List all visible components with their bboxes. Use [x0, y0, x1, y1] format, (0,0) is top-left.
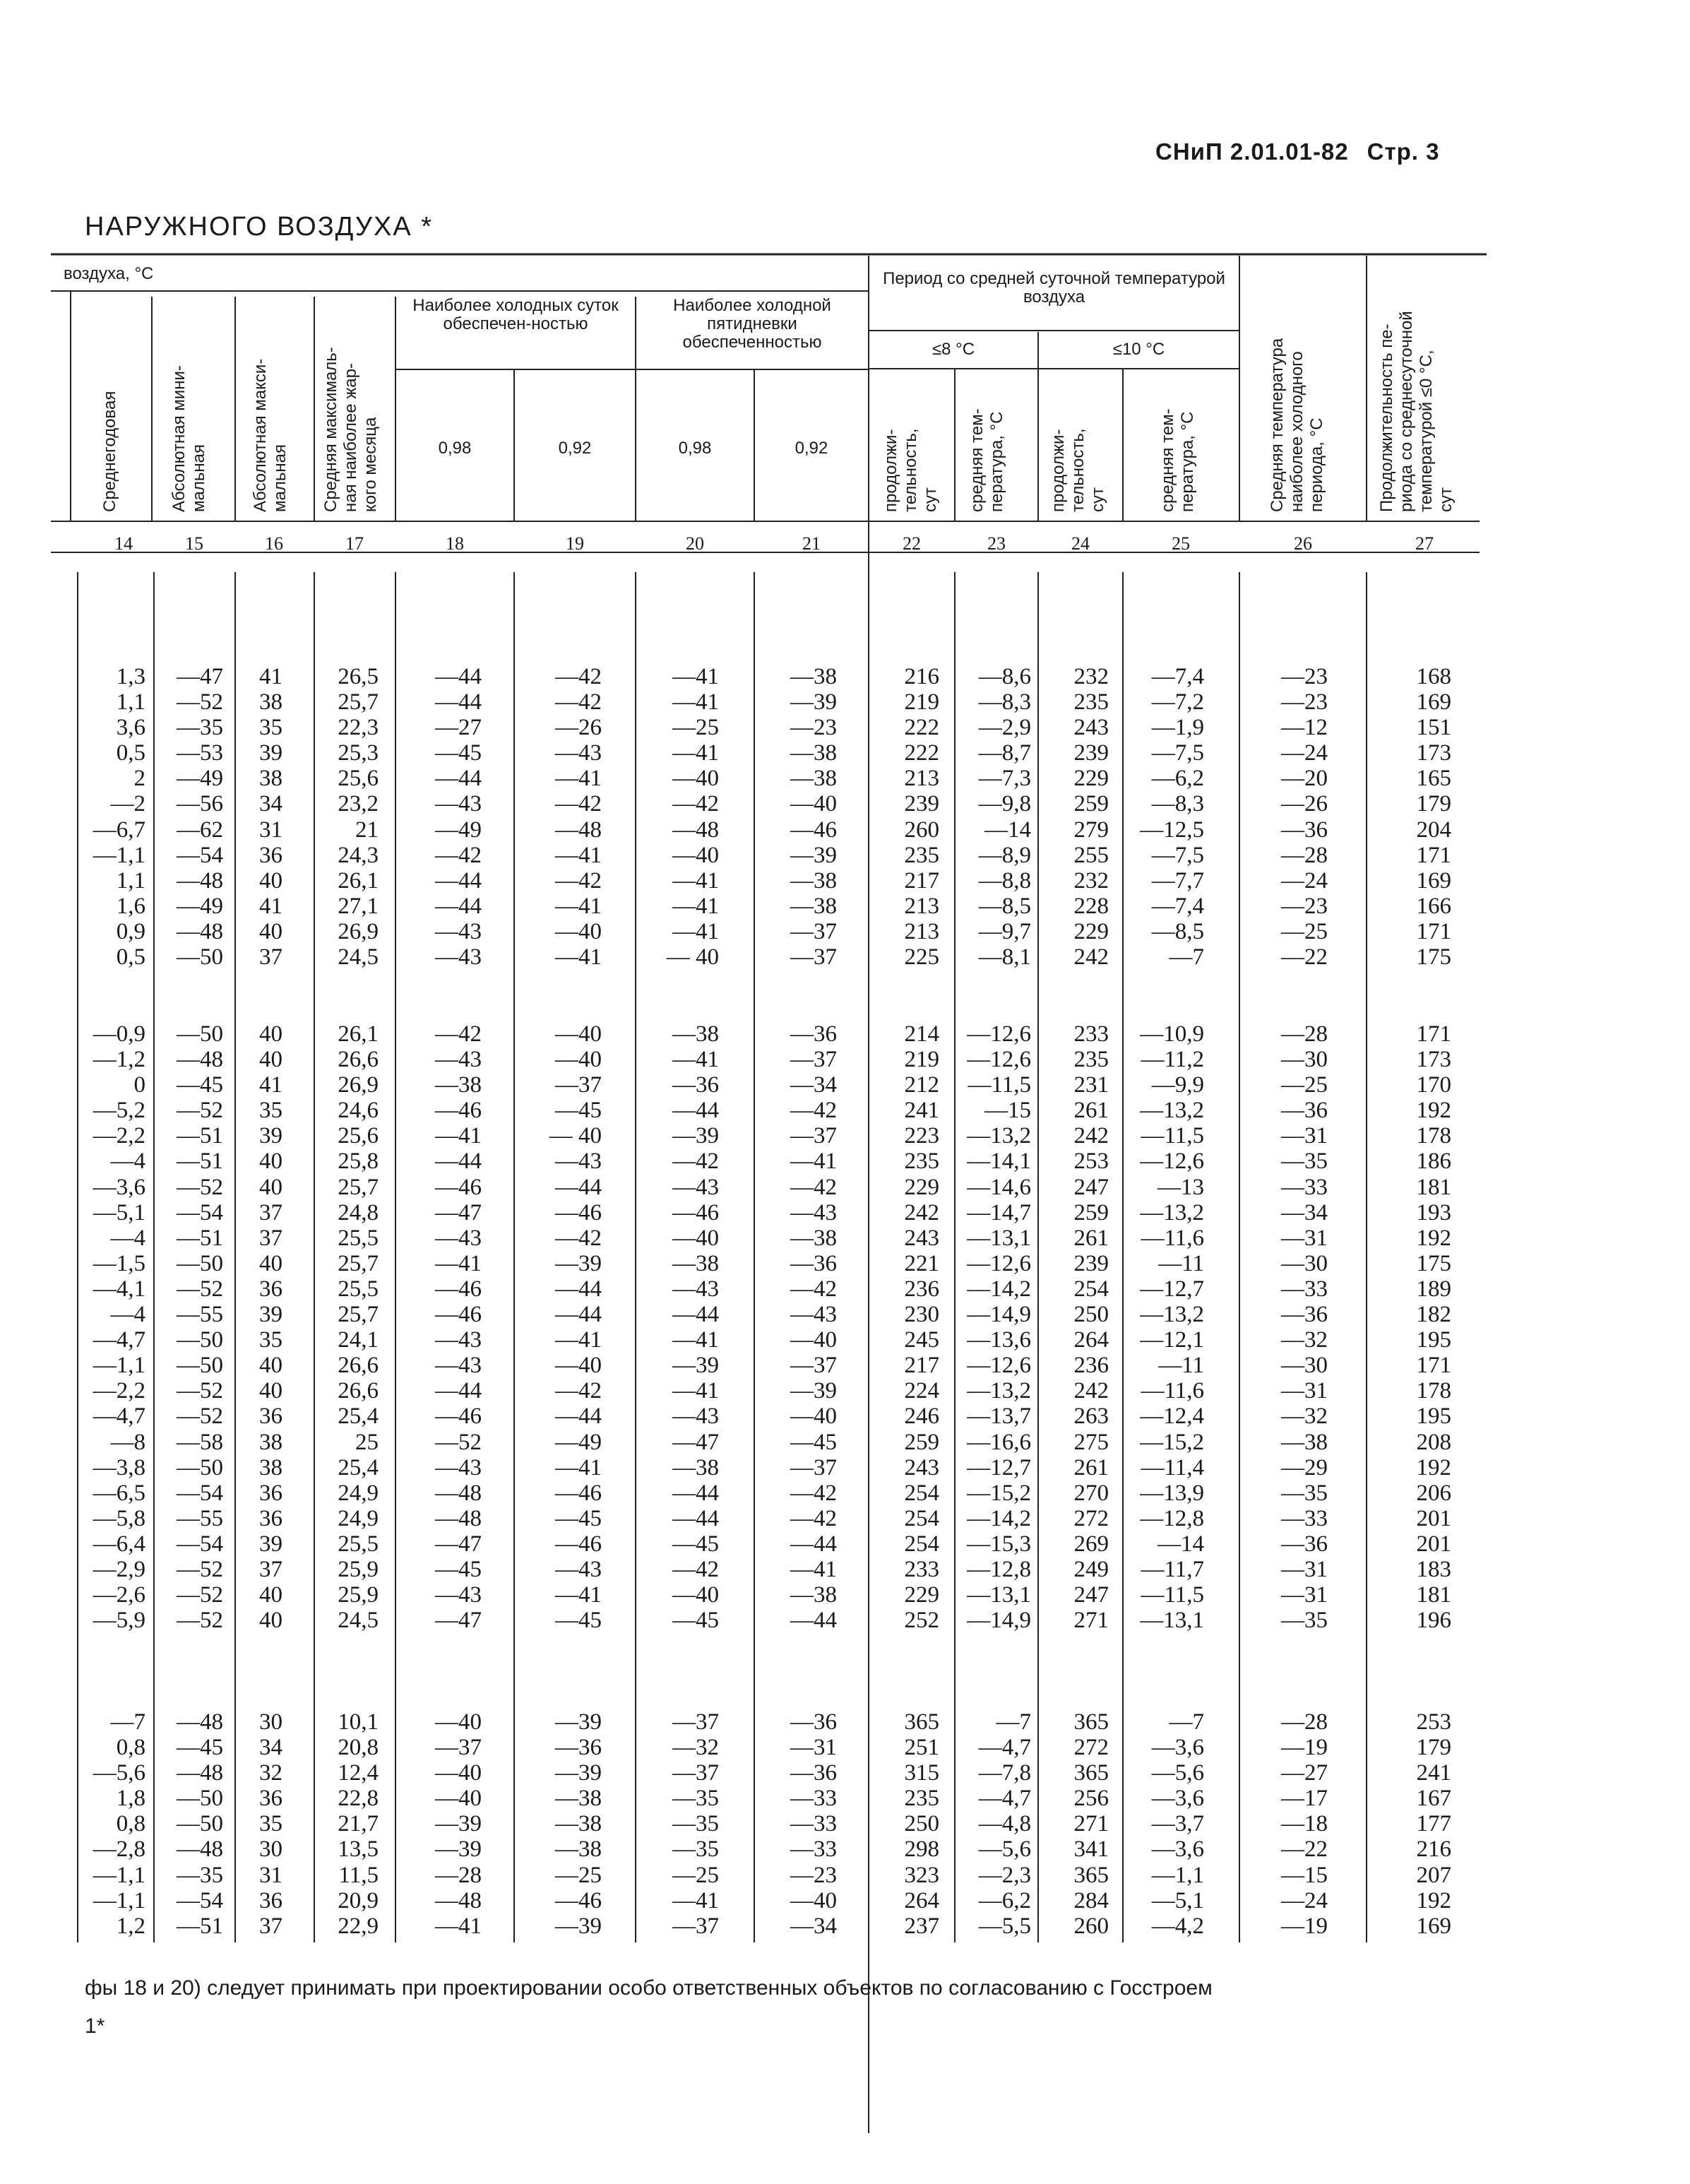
col-number: 22: [903, 533, 921, 554]
table-column-cells: —0,9 —1,2 0 —5,2 —2,2 —4 —3,6 —5,1 —4 —1,5 —4,1 —4 —4,7 —1,1 —2,2 —4,7 —8 —3,8 —6,5 —5,8 —6,4 —2,9 —2,6 —5,9: [93, 1021, 145, 1634]
col-number: 23: [987, 533, 1006, 554]
table-column-cells: —7 —4,7 —7,8 —4,7 —4,8 —5,6 —2,3 —6,2 —5,5: [978, 1709, 1031, 1939]
group-cold-days-label: Наиболее холодных суток обеспечен-ностью: [412, 296, 619, 333]
table-column-cells: —41 —41 —25 —41 —40 —42 —48 —40 —41 —41 —41 — 40: [666, 664, 719, 971]
table-column-cells: 1,3 1,1 3,6 0,5 2 —2 —6,7 —1,1 1,1 1,6 0,9 0,5: [93, 664, 145, 971]
table-column-cells: —40 —40 —37 —45 — 40 —43 —44 —46 —42 —39 —44 —44 —41 —40 —42 —44 —49 —41 —46 —45 —46 —43 —41 —45: [549, 1021, 602, 1634]
col-number: 15: [185, 533, 203, 554]
table-column-cells: 216 219 222 222 213 239 260 235 217 213 213 225: [904, 664, 939, 971]
col-14-label: Среднегодовая: [100, 391, 119, 512]
col-25-label: средняя тем- пература, °С: [1158, 408, 1197, 512]
table-column-cells: —48 —45 —48 —50 —50 —48 —35 —54 —51: [177, 1709, 223, 1939]
table-column-cells: —12,6 —12,6 —11,5 —15 —13,2 —14,1 —14,6 —14,7 —13,1 —12,6 —14,2 —14,9 —13,6 —12,6 —13,2 —13,7 —16,6 —12,7 —15,2 —14,2 —15,3 —12,8 —13,1 —14,9: [967, 1021, 1031, 1634]
table-column-cells: —8,6 —8,3 —2,9 —8,7 —7,3 —9,8 —14 —8,9 —8,8 —8,5 —9,7 —8,1: [978, 664, 1031, 971]
col-number: 20: [686, 533, 704, 554]
page-title: НАРУЖНОГО ВОЗДУХА *: [85, 212, 434, 242]
table-column-cells: 214 219 212 241 223 235 229 242 243 221 236 230 245 217 224 246 259 243 254 254 254 233 229 252: [904, 1021, 939, 1634]
table-column-cells: 168 169 151 173 165 179 204 171 169 166 171 175: [1416, 664, 1451, 971]
table-column-cells: 365 272 365 256 271 341 365 284 260: [1073, 1709, 1109, 1939]
table-column-cells: —42 —42 —26 —43 —41 —42 —48 —41 —42 —41 —40 —41: [555, 664, 602, 971]
table-column-cells: —7,4 —7,2 —1,9 —7,5 —6,2 —8,3 —12,5 —7,5 —7,7 —7,4 —8,5 —7: [1140, 664, 1204, 971]
table-column-cells: —28 —19 —27 —17 —18 —22 —15 —24 —19: [1281, 1709, 1328, 1939]
table-column-cells: —7 —3,6 —5,6 —3,6 —3,7 —3,6 —1,1 —5,1 —4,2: [1151, 1709, 1204, 1939]
table-column-cells: —44 —44 —27 —45 —44 —43 —49 —42 —44 —44 —43 —43: [435, 664, 482, 971]
sub-le8-label: ≤8 °С: [932, 340, 975, 359]
table-column-cells: —7 0,8 —5,6 1,8 0,8 —2,8 —1,1 —1,1 1,2: [93, 1709, 145, 1939]
table-column-cells: —47 —52 —35 —53 —49 —56 —62 —54 —48 —49 —48 —50: [177, 664, 223, 971]
footnote-text: фы 18 и 20) следует принимать при проектировании особо ответственных объектов по согласованию с Госстроем: [85, 1976, 1213, 2000]
table-column-cells: —38 —39 —23 —38 —38 —40 —46 —39 —38 —38 —37 —37: [790, 664, 837, 971]
prob-20: 0,98: [678, 439, 712, 458]
col-17-label: Средняя максималь- ная наиболее жар- кого месяца: [321, 347, 380, 512]
table-column-cells: —39 —36 —39 —38 —38 —38 —25 —46 —39: [555, 1709, 602, 1939]
table-column-cells: —50 —48 —45 —52 —51 —51 —52 —54 —51 —50 —52 —55 —50 —50 —52 —52 —58 —50 —54 —55 —54 —52 —52 —52: [177, 1021, 223, 1634]
col-number: 25: [1172, 533, 1190, 554]
col-15-label: Абсолютная мини- мальная: [169, 365, 208, 512]
table-column-cells: 365 251 315 235 250 298 323 264 237: [904, 1709, 939, 1939]
table-column-cells: —42 —43 —38 —46 —41 —44 —46 —47 —43 —41 —46 —46 —43 —43 —44 —46 —52 —43 —48 —48 —47 —45 —43 —47: [435, 1021, 482, 1634]
table-column-cells: 41 38 35 39 38 34 31 36 40 41 40 37: [259, 664, 282, 971]
table-column-cells: 233 235 231 261 242 253 247 259 261 239 254 250 264 236 242 263 275 261 270 272 269 249 247 271: [1073, 1021, 1109, 1634]
col-23-label: средняя тем- пература, °С: [968, 408, 1006, 512]
table-column-cells: —40 —37 —40 —40 —39 —39 —28 —48 —41: [435, 1709, 482, 1939]
col-number: 18: [446, 533, 464, 554]
col-number: 14: [114, 533, 133, 554]
table-column-cells: 10,1 20,8 12,4 22,8 21,7 13,5 11,5 20,9 22,9: [338, 1709, 379, 1939]
prob-19: 0,92: [558, 439, 592, 458]
table-column-cells: —37 —32 —37 —35 —35 —35 —25 —41 —37: [672, 1709, 719, 1939]
table-column-cells: 171 173 170 192 178 186 181 193 192 175 189 182 195 171 178 195 208 192 206 201 201 183 181 196: [1416, 1021, 1451, 1634]
table-column-cells: —23 —23 —12 —24 —20 —26 —36 —28 —24 —23 —25 —22: [1281, 664, 1328, 971]
table-column-cells: —28 —30 —25 —36 —31 —35 —33 —34 —31 —30 —33 —36 —32 —30 —31 —32 —38 —29 —35 —33 —36 —31 —31 —35: [1281, 1021, 1328, 1634]
col-27-label: Продолжительность пе- риода со среднесуточной температурой ≤0 °С, сут: [1377, 311, 1456, 512]
col-number: 26: [1294, 533, 1312, 554]
prob-18: 0,98: [438, 439, 472, 458]
table-column-cells: —36 —37 —34 —42 —37 —41 —42 —43 —38 —36 —42 —43 —40 —37 —39 —40 —45 —37 —42 —42 —44 —41 —38 —44: [790, 1021, 837, 1634]
table-column-cells: 26,1 26,6 26,9 24,6 25,6 25,8 25,7 24,8 25,5 25,7 25,5 25,7 24,1 26,6 26,6 25,4 25 25,4 24,9 24,9 25,5 25,9 25,9 24,5: [338, 1021, 379, 1634]
col-number: 27: [1415, 533, 1434, 554]
table-column-cells: —38 —41 —36 —44 —39 —42 —43 —46 —40 —38 —43 —44 —41 —39 —41 —43 —47 —38 —44 —44 —45 —42 —40 —45: [672, 1021, 719, 1634]
footnote-ref: 1*: [85, 2014, 105, 2038]
col-number: 24: [1071, 533, 1090, 554]
table-column-cells: 40 40 41 35 39 40 40 37 37 40 36 39 35 40 40 36 38 38 36 36 39 37 40 40: [259, 1021, 282, 1634]
table-column-cells: 253 179 241 167 177 216 207 192 169: [1416, 1709, 1451, 1939]
col-16-label: Абсолютная макси- мальная: [251, 358, 290, 512]
doc-code: СНиП 2.01.01-82: [1155, 138, 1349, 165]
group-cold5-label: Наиболее холодной пятидневки обеспеченностью: [673, 296, 831, 352]
table-column-cells: 232 235 243 239 229 259 279 255 232 228 229 242: [1073, 664, 1109, 971]
col-22-label: продолжи- тельность, сут: [881, 428, 940, 512]
table-column-cells: 30 34 32 36 35 30 31 36 37: [259, 1709, 282, 1939]
prob-21: 0,92: [795, 439, 828, 458]
col-24-label: продолжи- тельность, сут: [1049, 428, 1107, 512]
col-number: 17: [345, 533, 364, 554]
col-number: 21: [802, 533, 821, 554]
col-number: 16: [265, 533, 283, 554]
group-period-label: Период со средней суточной температурой воздуха: [883, 269, 1225, 307]
col-26-label: Средняя температура наиболее холодного периода, °С: [1268, 338, 1326, 512]
sub-le10-label: ≤10 °С: [1112, 340, 1165, 359]
table-column-cells: —36 —31 —36 —33 —33 —33 —23 —40 —34: [790, 1709, 837, 1939]
page-number: Стр. 3: [1367, 138, 1440, 165]
group-air-label: воздуха, °С: [64, 264, 154, 283]
table-column-cells: 26,5 25,7 22,3 25,3 25,6 23,2 21 24,3 26,1 27,1 26,9 24,5: [338, 664, 379, 971]
table-column-cells: —10,9 —11,2 —9,9 —13,2 —11,5 —12,6 —13 —13,2 —11,6 —11 —12,7 —13,2 —12,1 —11 —11,6 —12,4 —15,2 —11,4 —13,9 —12,8 —14 —11,7 —11,5 —13,1: [1140, 1021, 1204, 1634]
col-number: 19: [566, 533, 584, 554]
